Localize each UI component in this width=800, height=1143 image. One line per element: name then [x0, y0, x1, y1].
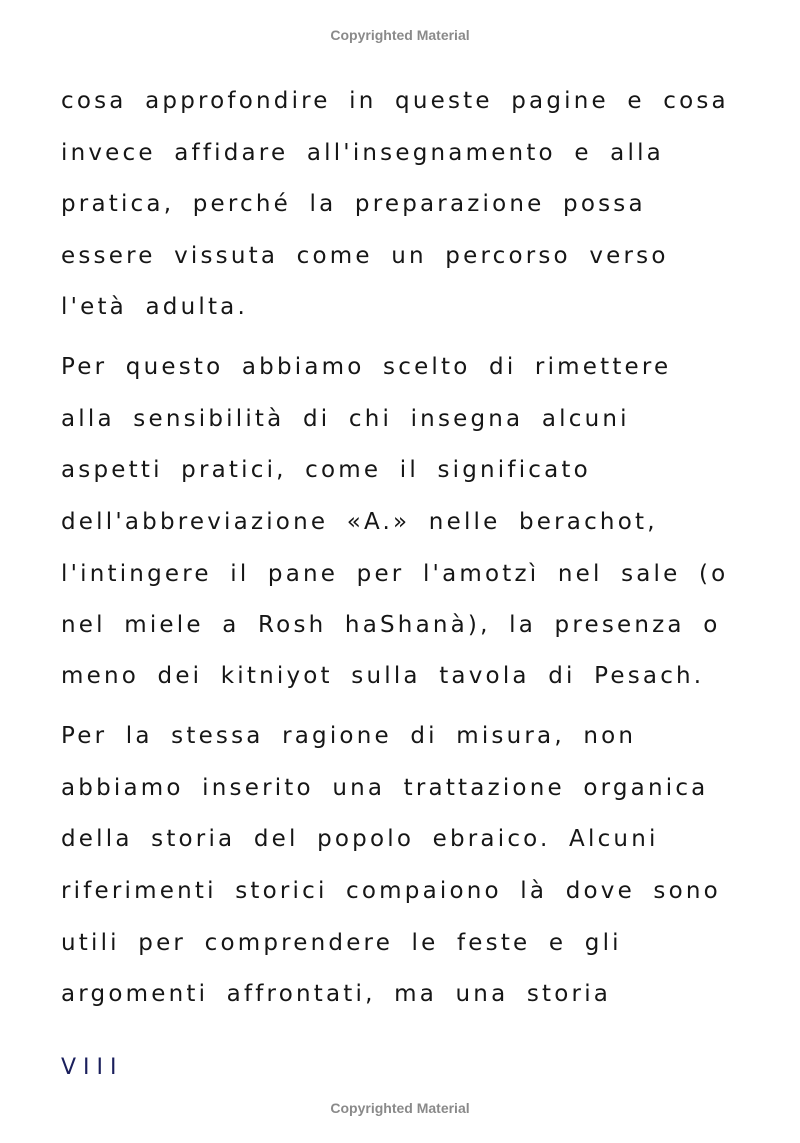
text-line: l'intingere il pane per l'amotzì nel sale (o: [61, 561, 729, 587]
text-line: della storia del popolo ebraico. Alcuni: [61, 826, 659, 852]
text-line: nel miele a Rosh haShanà), la presenza o: [61, 612, 721, 638]
text-line: Per questo abbiamo scelto di rimettere: [61, 354, 672, 380]
text-line: meno dei kitniyot sulla tavola di Pesach.: [61, 663, 705, 689]
text-line: invece affidare all'insegnamento e alla: [61, 140, 664, 166]
text-line: argomenti affrontati, ma una storia: [61, 981, 612, 1007]
text-line: l'età adulta.: [61, 294, 248, 320]
text-line: essere vissuta come un percorso verso: [61, 243, 669, 269]
text-line: alla sensibilità di chi insegna alcuni: [61, 406, 630, 432]
text-line: dell'abbreviazione «A.» nelle berachot,: [61, 509, 658, 535]
text-line: pratica, perché la preparazione possa: [61, 191, 646, 217]
text-line: abbiamo inserito una trattazione organica: [61, 775, 709, 801]
copyright-watermark-bottom: Copyrighted Material: [330, 1100, 470, 1116]
text-line: aspetti pratici, come il significato: [61, 457, 591, 483]
text-line: riferimenti storici compaiono là dove sono: [61, 878, 721, 904]
text-line: cosa approfondire in queste pagine e cosa: [61, 88, 729, 114]
text-line: utili per comprendere le feste e gli: [61, 930, 622, 956]
page-number: VIII: [61, 1055, 124, 1080]
text-line: Per la stessa ragione di misura, non: [61, 723, 637, 749]
copyright-watermark-top: Copyrighted Material: [330, 27, 470, 43]
